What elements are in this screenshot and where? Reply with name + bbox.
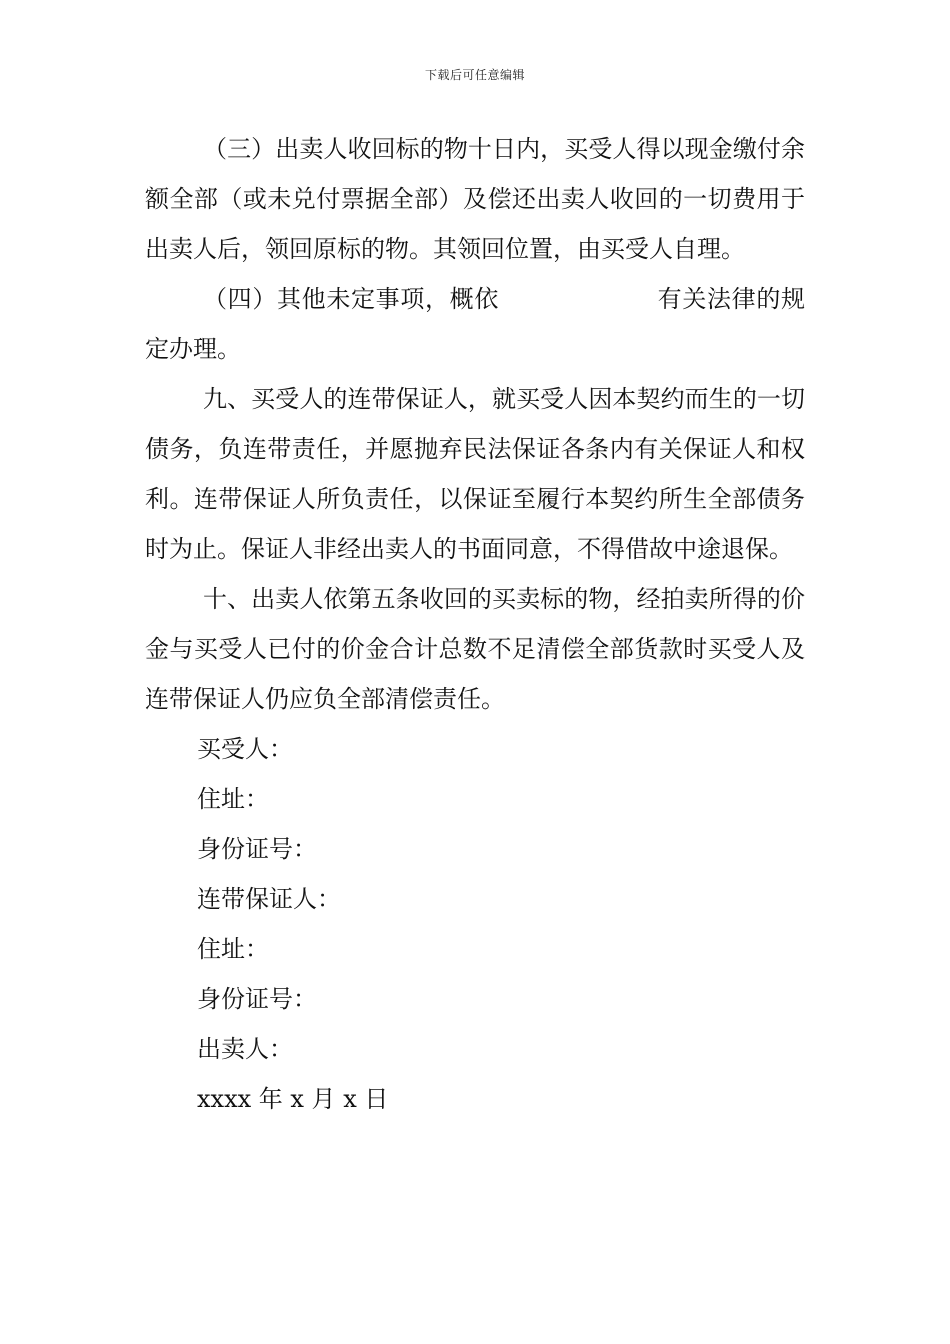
clause-4-part2: 有关法律的规定办理。	[145, 285, 805, 363]
clause-4-part1: （四）其他未定事项，概依	[203, 285, 499, 313]
buyer-label: 买受人：	[197, 735, 293, 763]
guarantor-address-label: 住址：	[197, 935, 269, 963]
clause-3: （三）出卖人收回标的物十日内，买受人得以现金缴付余额全部（或未兑付票据全部）及偿还出卖人收回的一切费用于出卖人后，领回原标的物。其领回位置，由买受人自理。	[145, 135, 805, 263]
clause-10: 十、出卖人依第五条收回的买卖标的物，经拍卖所得的价金与买受人已付的价金合计总数不足清偿全部货款时买受人及连带保证人仍应负全部清偿责任。	[145, 585, 805, 713]
document-body	[145, 124, 805, 1124]
guarantor-label: 连带保证人：	[197, 885, 341, 913]
clause-4	[145, 274, 805, 374]
buyer-address-label: 住址：	[197, 785, 269, 813]
date-line: xxxx 年 x 月 x 日	[197, 1085, 389, 1113]
seller-label: 出卖人：	[197, 1035, 293, 1063]
signature-block	[145, 724, 805, 1124]
guarantor-id-label: 身份证号：	[197, 985, 317, 1013]
header-note: 下载后可任意编辑	[424, 68, 525, 82]
buyer-id-label: 身份证号：	[197, 835, 317, 863]
clause-9: 九、买受人的连带保证人，就买受人因本契约而生的一切债务，负连带责任，并愿抛弃民法保证各条内有关保证人和权利。连带保证人所负责任，以保证至履行本契约所生全部债务时为止。保证人非经出卖人的书面同意，不得借故中途退保。	[145, 385, 805, 563]
